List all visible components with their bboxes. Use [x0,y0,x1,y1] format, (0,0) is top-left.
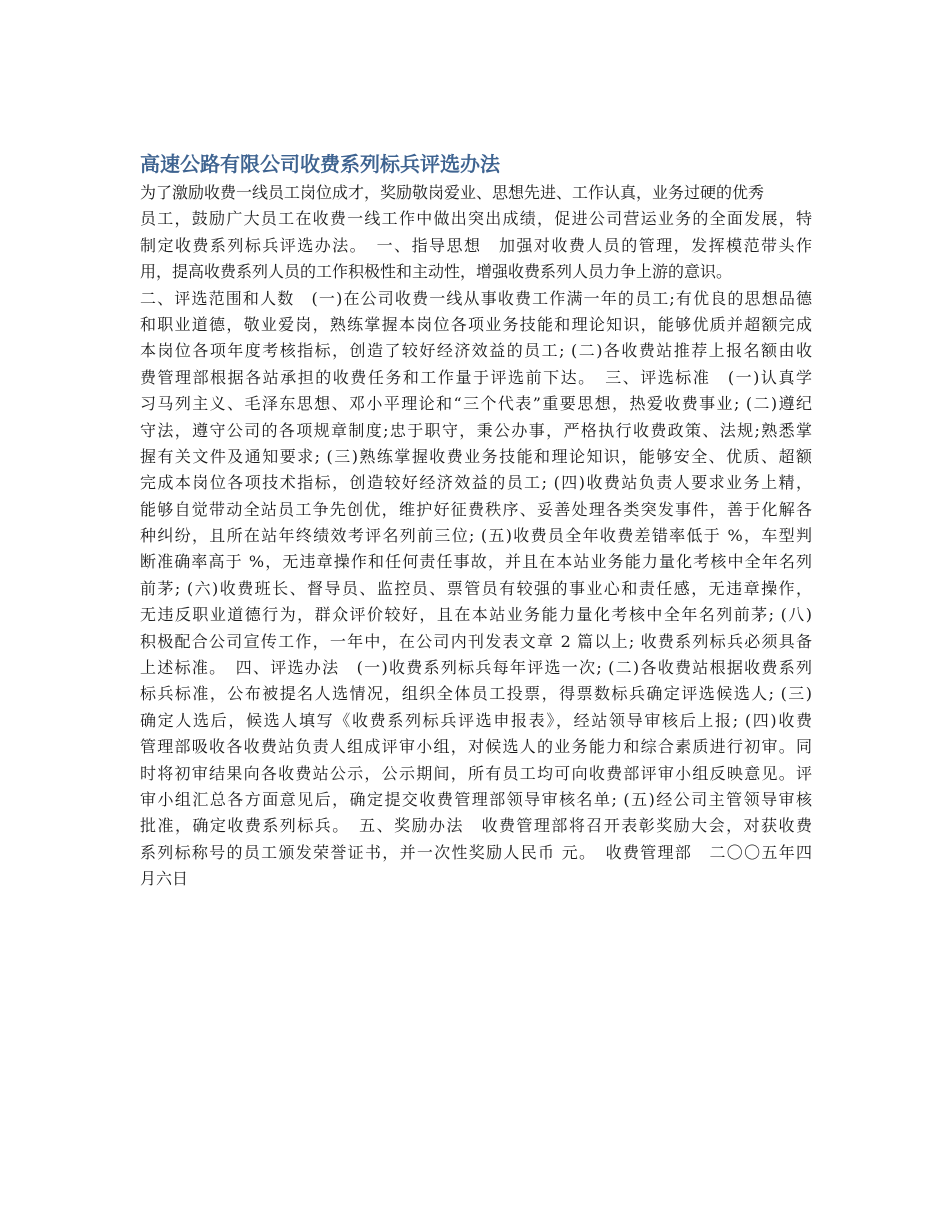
body-line: 上述标准。 四、评选办法 (一)收费系列标兵每年评选一次; (二)各收费站根据收费系列 [140,658,812,678]
body-line: 标兵标准，公布被提名人选情况，组织全体员工投票，得票数标兵确定评选候选人; (三) [140,684,812,704]
body-line: 积极配合公司宣传工作，一年中，在公司内刊发表文章 2 篇以上; 收费系列标兵必须具备 [140,631,812,651]
body-line: 能够自觉带动全站员工争先创优，维护好征费秩序、妥善处理各类突发事件，善于化解各 [140,499,812,519]
body-line: 种纠纷，且所在站年终绩效考评名列前三位; (五)收费员全年收费差错率低于 %，车型判 [140,526,812,546]
body-line: 二、评选范围和人数 (一)在公司收费一线从事收费工作满一年的员工;有优良的思想品德 [140,288,812,308]
body-line: 确定人选后，候选人填写《收费系列标兵评选申报表》，经站领导审核后上报; (四)收费 [140,710,812,730]
document-body [140,180,812,893]
document-title: 高速公路有限公司收费系列标兵评选办法 [140,152,500,176]
body-line: 制定收费系列标兵评选办法。 一、指导思想 加强对收费人员的管理，发挥模范带头作 [140,235,812,255]
body-line: 员工，鼓励广大员工在收费一线工作中做出突出成绩，促进公司营运业务的全面发展，特 [140,209,812,229]
body-line: 习马列主义、毛泽东思想、邓小平理论和“三个代表”重要思想，热爱收费事业; (二)遵纪 [140,394,812,414]
body-line: 时将初审结果向各收费站公示，公示期间，所有员工均可向收费部评审小组反映意见。评 [140,763,812,783]
body-line: 无违反职业道德行为，群众评价较好，且在本站业务能力量化考核中全年名列前茅; (八) [140,605,812,625]
body-line: 审小组汇总各方面意见后，确定提交收费管理部领导审核名单; (五)经公司主管领导审核 [140,789,812,809]
body-line: 断准确率高于 %，无违章操作和任何责任事故，并且在本站业务能力量化考核中全年名列 [140,552,812,572]
body-line: 守法，遵守公司的各项规章制度;忠于职守，秉公办事，严格执行收费政策、法规;熟悉掌 [140,420,812,440]
body-line: 完成本岗位各项技术指标，创造较好经济效益的员工; (四)收费站负责人要求业务上精， [140,473,812,493]
body-line: 管理部吸收各收费站负责人组成评审小组，对候选人的业务能力和综合素质进行初审。同 [140,737,812,757]
body-line: 和职业道德，敬业爱岗，熟练掌握本岗位各项业务技能和理论知识，能够优质并超额完成 [140,314,812,334]
body-line: 系列标称号的员工颁发荣誉证书，并一次性奖励人民币 元。 收费管理部 二〇〇五年四 [140,842,812,862]
body-line: 本岗位各项年度考核指标，创造了较好经济效益的员工; (二)各收费站推荐上报名额由收 [140,341,812,361]
body-line: 握有关文件及通知要求; (三)熟练掌握收费业务技能和理论知识，能够安全、优质、超额 [140,446,812,466]
body-line: 前茅; (六)收费班长、督导员、监控员、票管员有较强的事业心和责任感，无违章操作， [140,578,812,598]
body-line: 用，提高收费系列人员的工作积极性和主动性，增强收费系列人员力争上游的意识。 [140,262,733,282]
body-line: 批准，确定收费系列标兵。 五、奖励办法 收费管理部将召开表彰奖励大会，对获收费 [140,816,812,836]
body-line: 为了激励收费一线员工岗位成才，奖励敬岗爱业、思想先进、工作认真，业务过硬的优秀 [140,183,765,202]
body-line: 费管理部根据各站承担的收费任务和工作量于评选前下达。 三、评选标准 (一)认真学 [140,367,812,387]
body-line: 月六日 [140,869,189,889]
